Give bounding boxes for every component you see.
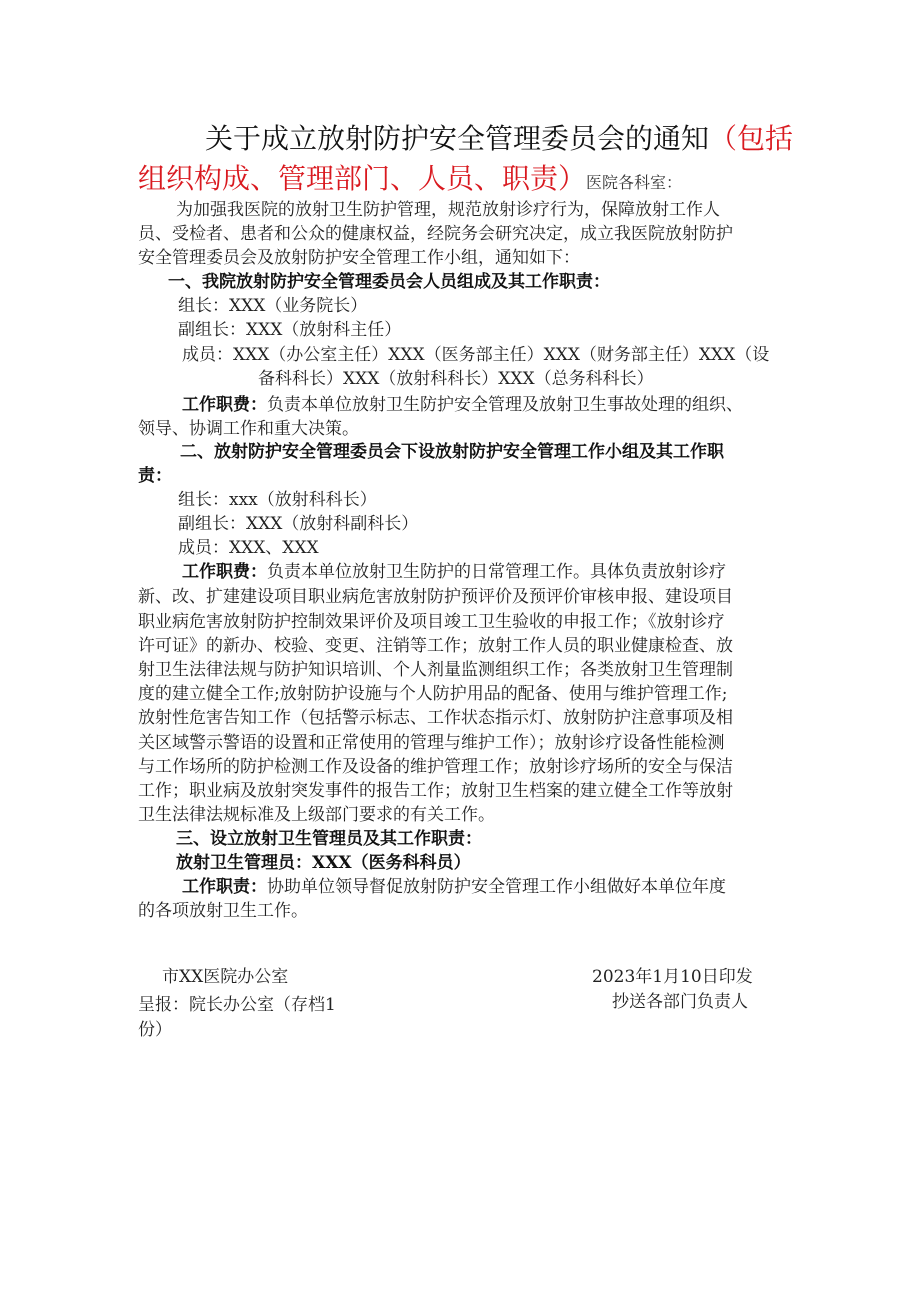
title-red-text-2: 组织构成、管理部门、人员、职责） (138, 162, 587, 195)
section3-duty (182, 875, 726, 899)
document-title-line1 (205, 120, 793, 158)
section2-deputy: 副组长：XXX（放射科副科长） (178, 514, 419, 534)
section2-heading-cont: 责： (138, 466, 172, 486)
section2-heading: 二、放射防护安全管理委员会下设放射防护安全管理工作小组及其工作职 (180, 442, 724, 462)
duty-label: 工作职责： (182, 877, 267, 897)
section1-members-cont: 备科科长）XXX（放射科科长）XXX（总务科科长） (258, 369, 654, 389)
section2-duty-line: 新、改、扩建建设项目职业病危害放射防护预评价及预评价审核申报、建设项目 (138, 587, 733, 607)
section2-duty-line: 工作；职业病及放射突发事件的报告工作；放射卫生档案的建立健全工作等放射 (138, 781, 733, 801)
section2-duty-line: 放射性危害告知工作（包括警示标志、工作状态指示灯、放射防护注意事项及相 (138, 708, 733, 728)
section2-duty-line: 与工作场所的防护检测工作及设备的维护管理工作；放射诊疗场所的安全与保洁 (138, 757, 733, 777)
section1-leader: 组长：XXX（业务院长） (178, 296, 368, 316)
section3-duty-cont: 的各项放射卫生工作。 (138, 901, 308, 921)
document-title-line2 (138, 160, 682, 198)
duty-text: 协助单位领导督促放射防护安全管理工作小组做好本单位年度 (267, 877, 726, 897)
section2-duty-line: 度的建立健全工作;放射防护设施与个人防护用品的配备、使用与维护管理工作; (138, 684, 728, 704)
duty-label: 工作职费： (182, 395, 267, 415)
section2-duty-line: 卫生法律法规标准及上级部门要求的有关工作。 (138, 805, 495, 825)
report-to: 呈报：院长办公室（存档1 (138, 995, 336, 1015)
section1-duty-cont: 领导、协调工作和重大决策。 (138, 419, 359, 439)
section2-duty-line: 关区域警示警语的设置和正常使用的管理与维护工作）；放射诊疗设备性能检测 (138, 733, 725, 753)
section1-members: 成员：XXX（办公室主任）XXX（医务部主任）XXX（财务部主任）XXX（设 (182, 345, 770, 365)
section2-leader: 组长：xxx（放射科科长） (178, 490, 377, 510)
section2-members: 成员：XXX、XXX (178, 538, 319, 558)
section2-duty-line: 许可证》的新办、校验、变更、注销等工作；放射工作人员的职业健康检查、放 (138, 636, 733, 656)
duty-label: 工作职费： (182, 562, 267, 582)
section1-deputy: 副组长：XXX（放射科主任） (178, 320, 402, 340)
section2-duty (182, 560, 726, 584)
duty-text: 负责本单位放射卫生防护安全管理及放射卫生事故处理的组织、 (267, 395, 743, 415)
section2-duty-line: 射卫生法律法规与防护知识培训、个人剂量监测组织工作；各类放射卫生管理制 (138, 660, 733, 680)
intro-line: 员、受检者、患者和公众的健康权益，经院务会研究决定，成立我医院放射防护 (138, 224, 733, 244)
title-black-text: 关于成立放射防护安全管理委员会的通知 (205, 122, 710, 155)
report-to-cont: 份） (138, 1020, 172, 1040)
issue-date: 2023年1月10日印发 (592, 967, 753, 987)
section3-heading: 三、设立放射卫生管理员及其工作职责： (176, 829, 482, 849)
title-red-text: （包括 (709, 122, 794, 155)
intro-line: 为加强我医院的放射卫生防护管理，规范放射诊疗行为，保障放射工作人 (176, 200, 720, 220)
section2-duty-line: 职业病危害放射防护控制效果评价及项目竣工卫生验收的申报工作；《放射诊疗 (138, 612, 725, 632)
section1-heading: 一、我院放射防护安全管理委员会人员组成及其工作职责： (168, 272, 610, 292)
section3-admin: 放射卫生管理员：XXX（医务科科员） (176, 853, 471, 873)
cc-recipients: 抄送各部门负责人 (612, 992, 748, 1012)
intro-line: 安全管理委员会及放射防护安全管理工作小组，通知如下： (138, 248, 580, 268)
issuing-office: 市XX医院办公室 (162, 967, 289, 987)
duty-text: 负责本单位放射卫生防护的日常管理工作。具体负责放射诊疗 (267, 562, 726, 582)
section1-duty (182, 393, 743, 417)
salutation: 医院各科室： (586, 173, 683, 192)
